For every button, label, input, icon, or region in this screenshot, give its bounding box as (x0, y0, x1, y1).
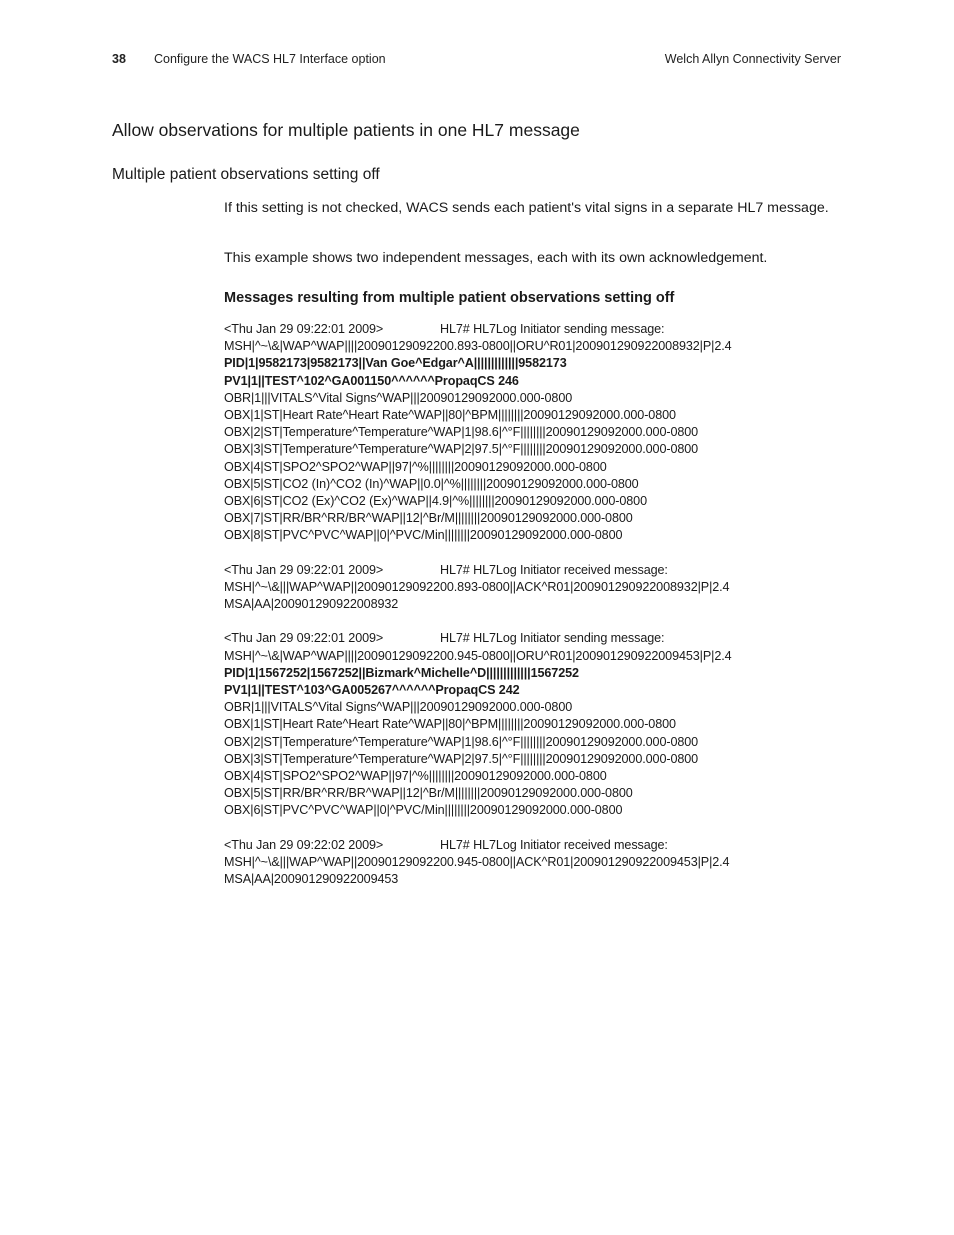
hl7-segment-line: MSH|^~\&|||WAP^WAP||20090129092200.893-0800||ACK^R01|200901290922008932|P|2.4 (224, 579, 730, 594)
hl7-segment-line: MSA|AA|200901290922009453 (224, 872, 399, 886)
message-timestamp: <Thu Jan 29 09:22:01 2009> (224, 562, 384, 577)
paragraph-example-description: This example shows two independent messages, each with its own acknowledgement. (224, 250, 768, 266)
hl7-segment-line: OBX|7|ST|RR/BR^RR/BR^WAP||12|^Br/M||||||||20090129092000.000-0800 (224, 511, 633, 526)
message-event: HL7# HL7Log Initiator received message: (440, 562, 668, 577)
subsection-title: Multiple patient observations setting off (112, 166, 380, 183)
hl7-message-block (224, 321, 864, 544)
hl7-segment-line: MSH|^~\&|||WAP^WAP||20090129092200.945-0800||ACK^R01|200901290922009453|P|2.4 (224, 854, 730, 869)
hl7-segment-line: OBR|1|||VITALS^Vital Signs^WAP|||20090129092000.000-0800 (224, 390, 573, 405)
hl7-message-log (224, 321, 864, 905)
hl7-segment-line: PV1|1||TEST^103^GA005267^^^^^^PropaqCS 242 (224, 682, 520, 697)
hl7-segment-line: OBX|3|ST|Temperature^Temperature^WAP|2|97.5|^°F||||||||20090129092000.000-0800 (224, 442, 699, 457)
page-number: 38 (112, 52, 126, 66)
message-timestamp: <Thu Jan 29 09:22:01 2009> (224, 631, 384, 646)
hl7-segment-line: OBX|1|ST|Heart Rate^Heart Rate^WAP||80|^BPM||||||||20090129092000.000-0800 (224, 407, 676, 422)
hl7-segment-line: OBX|6|ST|PVC^PVC^WAP||0|^PVC/Min||||||||20090129092000.000-0800 (224, 803, 623, 818)
hl7-segment-line: PID|1|9582173|9582173||Van Goe^Edgar^A|||||||||||||9582173 (224, 356, 567, 371)
example-heading: Messages resulting from multiple patient observations setting off (224, 290, 675, 306)
hl7-segment-line: MSA|AA|200901290922008932 (224, 597, 399, 611)
hl7-segment-line: MSH|^~\&|WAP^WAP||||20090129092200.893-0800||ORU^R01|200901290922008932|P|2.4 (224, 339, 732, 354)
hl7-segment-line: OBR|1|||VITALS^Vital Signs^WAP|||20090129092000.000-0800 (224, 700, 573, 715)
hl7-segment-line: OBX|2|ST|Temperature^Temperature^WAP|1|98.6|^°F||||||||20090129092000.000-0800 (224, 425, 699, 440)
hl7-segment-line: OBX|4|ST|SPO2^SPO2^WAP||97|^%||||||||20090129092000.000-0800 (224, 459, 607, 474)
hl7-segment-line: PV1|1||TEST^102^GA001150^^^^^^PropaqCS 246 (224, 373, 519, 388)
chapter-title: Configure the WACS HL7 Interface option (154, 52, 386, 66)
hl7-segment-line: OBX|8|ST|PVC^PVC^WAP||0|^PVC/Min||||||||20090129092000.000-0800 (224, 528, 623, 543)
hl7-message-block (224, 562, 864, 614)
hl7-segment-line: OBX|3|ST|Temperature^Temperature^WAP|2|97.5|^°F||||||||20090129092000.000-0800 (224, 751, 699, 766)
message-header-line (224, 321, 864, 338)
message-header-line (224, 562, 864, 579)
hl7-message-block (224, 837, 864, 889)
hl7-message-block (224, 630, 864, 819)
message-header-line (224, 630, 864, 647)
hl7-segment-line: OBX|4|ST|SPO2^SPO2^WAP||97|^%||||||||20090129092000.000-0800 (224, 768, 607, 783)
message-event: HL7# HL7Log Initiator received message: (440, 837, 668, 852)
hl7-segment-line: OBX|2|ST|Temperature^Temperature^WAP|1|98.6|^°F||||||||20090129092000.000-0800 (224, 734, 699, 749)
hl7-segment-line: OBX|5|ST|RR/BR^RR/BR^WAP||12|^Br/M||||||||20090129092000.000-0800 (224, 786, 633, 801)
hl7-segment-line: OBX|6|ST|CO2 (Ex)^CO2 (Ex)^WAP||4.9|^%||||||||20090129092000.000-0800 (224, 493, 647, 508)
hl7-segment-line: PID|1|1567252|1567252||Bizmark^Michelle^D|||||||||||||1567252 (224, 665, 579, 680)
message-timestamp: <Thu Jan 29 09:22:02 2009> (224, 837, 384, 852)
section-title: Allow observations for multiple patients in one HL7 message (112, 120, 580, 140)
hl7-segment-line: MSH|^~\&|WAP^WAP||||20090129092200.945-0800||ORU^R01|200901290922009453|P|2.4 (224, 648, 732, 663)
message-timestamp: <Thu Jan 29 09:22:01 2009> (224, 322, 384, 336)
hl7-segment-line: OBX|5|ST|CO2 (In)^CO2 (In)^WAP||0.0|^%||||||||20090129092000.000-0800 (224, 476, 639, 491)
product-name: Welch Allyn Connectivity Server (664, 52, 841, 66)
paragraph-setting-not-checked: If this setting is not checked, WACS sends each patient's vital signs in a separate HL7 message. (224, 200, 829, 216)
hl7-segment-line: OBX|1|ST|Heart Rate^Heart Rate^WAP||80|^BPM||||||||20090129092000.000-0800 (224, 717, 676, 732)
message-event: HL7# HL7Log Initiator sending message: (440, 631, 665, 646)
message-event: HL7# HL7Log Initiator sending message: (440, 322, 665, 336)
message-header-line (224, 837, 864, 854)
